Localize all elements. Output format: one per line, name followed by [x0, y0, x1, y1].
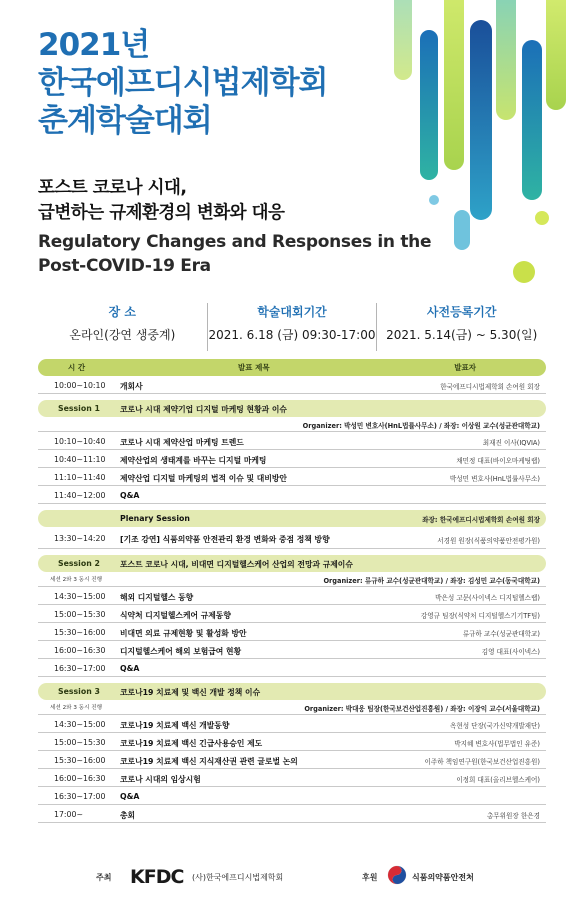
header-time: 시 간: [68, 363, 86, 372]
organizer-text: Organizer: 류규하 교수(성균관대학교) / 좌장: 김성민 교수(동국대학교): [323, 577, 540, 585]
event-title: [38, 26, 327, 140]
row-title: 비대면 의료 규제현황 및 활성화 방안: [120, 629, 247, 638]
plenary-header: [38, 510, 546, 527]
row-speaker: 최재진 이사(IQVIA): [482, 439, 540, 447]
session-title: 코로나19 치료제 및 백신 개발 정책 이슈: [120, 688, 261, 697]
subtitle-en-line-2: Post-COVID-19 Era: [38, 256, 211, 276]
table-row: [38, 733, 546, 751]
plenary-chair: 좌장: 한국에프디시법제학회 손여원 회장: [422, 516, 540, 524]
subtitle-en-line-1: Regulatory Changes and Responses in the: [38, 232, 432, 252]
table-row: [38, 587, 546, 605]
row-title: Q&A: [120, 664, 140, 673]
info-period: [208, 303, 378, 351]
row-speaker: 이정희 대표(올리브헬스케어): [456, 776, 540, 784]
parallel-note: 세션 2와 3 동시 진행: [50, 577, 103, 583]
row-speaker: 총무위원장 한은경: [486, 812, 540, 820]
row-time: 10:40~11:10: [54, 455, 106, 464]
row-time: 14:30~15:00: [54, 592, 106, 601]
title-society: 한국에프디시법제학회: [38, 65, 328, 101]
table-row: [38, 605, 546, 623]
row-title: 코로나19 치료제 백신 긴급사용승인 제도: [120, 739, 263, 748]
table-row: [38, 450, 546, 468]
info-period-label: 학술대회기간: [257, 305, 327, 319]
session-label: Session 3: [58, 687, 100, 696]
info-venue: [38, 303, 208, 351]
info-registration-value: 2021. 5.14(금) ~ 5.30(일): [386, 328, 538, 342]
row-title: 개회사: [120, 382, 143, 391]
title-year: 2021년: [38, 27, 150, 63]
table-row: [38, 751, 546, 769]
row-title: 총회: [120, 811, 136, 820]
row-time: 10:00~10:10: [54, 381, 106, 390]
row-speaker: 김영 대표(사이넥스): [481, 648, 540, 656]
header-speaker: 발표자: [454, 363, 476, 372]
organizer-text: Organizer: 박성민 변호사(HnL법률사무소) / 좌장: 이상원 교수(성균관대학교): [302, 422, 540, 430]
info-venue-label: 장 소: [108, 305, 137, 319]
row-time: 17:00~: [54, 810, 84, 819]
table-header: [38, 359, 546, 376]
row-speaker: 서경원 원장(식품의약품안전평가원): [437, 537, 540, 545]
row-time: 15:00~15:30: [54, 738, 106, 747]
session-2-header: [38, 555, 546, 572]
table-row: [38, 715, 546, 733]
row-title: 코로나 시대의 임상시험: [120, 775, 201, 784]
table-row-keynote: [38, 527, 546, 549]
row-title: 식약처 디지털헬스케어 규제동향: [120, 611, 231, 620]
table-row: [38, 805, 546, 823]
session-1-header: [38, 400, 546, 417]
row-time: 10:10~10:40: [54, 437, 106, 446]
row-title: 코로나19 치료제 백신 개발동향: [120, 721, 230, 730]
info-venue-value: 온라인(강연 생중계): [69, 328, 176, 342]
session-1-organizer: [38, 417, 546, 432]
kfdc-logo: KFDC: [130, 866, 184, 888]
sponsor-name: 식품의약품안전처: [412, 873, 474, 882]
subtitle-english: [38, 230, 431, 278]
row-time: 14:30~15:00: [54, 720, 106, 729]
sponsor-label: 후원: [362, 873, 378, 882]
session-3-organizer: [38, 700, 546, 715]
host-label: 주최: [96, 873, 112, 882]
session-title: 포스트 코로나 시대, 비대면 디지털헬스케어 산업의 전망과 규제이슈: [120, 560, 353, 569]
row-speaker: 박지혜 변호사(법무법인 유준): [454, 740, 540, 748]
row-time: 16:30~17:00: [54, 792, 106, 801]
row-time: 16:30~17:00: [54, 664, 106, 673]
event-info: [38, 303, 546, 351]
row-title: [기조 강연] 식품의약품 안전관리 환경 변화와 중점 정책 방향: [120, 535, 330, 544]
subtitle-ko-line-2: 급변하는 규제환경의 변화와 대응: [38, 203, 285, 223]
row-speaker: 류규하 교수(성균관대학교): [462, 630, 540, 638]
session-label: Plenary Session: [120, 514, 190, 523]
row-title: 제약산업 디지털 마케팅의 법적 이슈 및 대비방안: [120, 474, 287, 483]
table-row-opening: [38, 376, 546, 394]
row-title: 제약산업의 생태계를 바꾸는 디지털 마케팅: [120, 456, 267, 465]
row-speaker: 한국에프디시법제학회 손여원 회장: [440, 383, 540, 391]
row-title: 코로나19 치료제 백신 지식재산권 관련 글로벌 논의: [120, 757, 298, 766]
session-label: Session 2: [58, 559, 100, 568]
header-title: 발표 제목: [238, 363, 270, 372]
government-emblem-icon: [387, 865, 407, 885]
subtitle-ko-line-1: 포스트 코로나 시대,: [38, 178, 187, 198]
row-title: 코로나 시대 제약산업 마케팅 트렌드: [120, 438, 244, 447]
row-title: Q&A: [120, 491, 140, 500]
table-row: [38, 486, 546, 504]
session-3-header: [38, 683, 546, 700]
session-label: Session 1: [58, 404, 100, 413]
table-row: [38, 641, 546, 659]
subtitle-korean: [38, 176, 284, 226]
info-registration: [377, 303, 546, 351]
row-speaker: 박성민 변호사(HnL법률사무소): [449, 475, 540, 483]
footer: [0, 862, 574, 892]
info-registration-label: 사전등록기간: [426, 305, 497, 319]
row-speaker: 채민정 대표(바이오마케팅랩): [456, 457, 540, 465]
row-time: 15:30~16:00: [54, 756, 106, 765]
row-speaker: 이주하 책임연구원(한국보건산업진흥원): [424, 758, 540, 766]
row-title: 해외 디지털헬스 동향: [120, 593, 194, 602]
table-row: [38, 468, 546, 486]
row-time: 15:00~15:30: [54, 610, 106, 619]
table-row: [38, 769, 546, 787]
organizer-text: Organizer: 박대웅 팀장(한국보건산업진흥원) / 좌장: 이장익 교수(서울대학교): [304, 705, 540, 713]
row-speaker: 옥현성 단장(국가신약개발재단): [449, 722, 540, 730]
row-title: Q&A: [120, 792, 140, 801]
parallel-note: 세션 2와 3 동시 진행: [50, 705, 103, 711]
table-row: [38, 787, 546, 805]
row-time: 15:30~16:00: [54, 628, 106, 637]
row-time: 16:00~16:30: [54, 646, 106, 655]
session-2-organizer: [38, 572, 546, 587]
row-time: 16:00~16:30: [54, 774, 106, 783]
row-time: 11:10~11:40: [54, 473, 106, 482]
table-row: [38, 623, 546, 641]
host-name: (사)한국에프디시법제학회: [192, 873, 284, 882]
schedule-table: [38, 359, 546, 823]
row-time: 11:40~12:00: [54, 491, 106, 500]
row-speaker: 강영규 팀장(식약처 디지털헬스기기TF팀): [420, 612, 540, 620]
table-row: [38, 659, 546, 677]
table-row: [38, 432, 546, 450]
info-period-value: 2021. 6.18 (금) 09:30-17:00: [208, 328, 376, 342]
row-time: 13:30~14:20: [54, 534, 106, 543]
title-event: 춘계학술대회: [38, 103, 212, 139]
row-speaker: 박은성 고문(사이넥스 디지털헬스랩): [435, 594, 540, 602]
row-title: 디지털헬스케어 해외 보험급여 현황: [120, 647, 242, 656]
session-title: 코로나 시대 제약기업 디지털 마케팅 현황과 이슈: [120, 405, 287, 414]
